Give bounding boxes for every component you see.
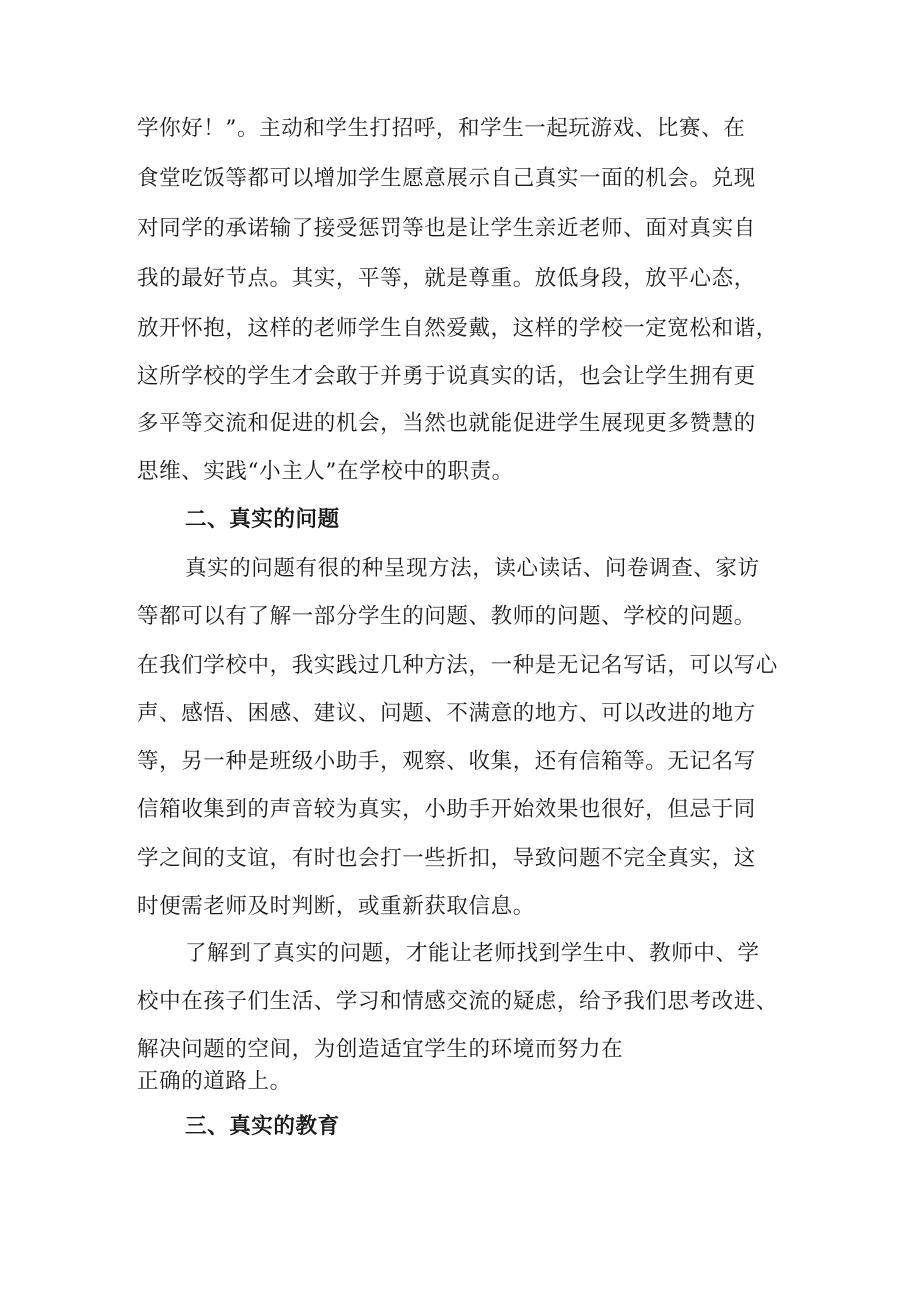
paragraph-line: 正确的道路上。 [137, 1069, 292, 1094]
paragraph-line: 食堂吃饭等都可以增加学生愿意展示自己真实一面的机会。兑现 [137, 166, 756, 191]
paragraph-line: 真实的问题有很的种呈现方法，读心读话、问卷调查、家访 [185, 556, 760, 581]
paragraph-line: 声、感悟、困感、建议、问题、不满意的地方、可以改进的地方 [137, 701, 756, 726]
paragraph-line: 学你好！”。主动和学生打招呼，和学生一起玩游戏、比赛、在 [137, 116, 746, 141]
paragraph-line: 多平等交流和促进的机会，当然也就能促进学生展现更多赞慧的 [137, 411, 756, 436]
paragraph-line: 对同学的承诺输了接受惩罚等也是让学生亲近老师、面对真实自 [137, 216, 756, 241]
section-heading: 二、真实的问题 [185, 507, 340, 532]
section-heading: 三、真实的教育 [185, 1114, 340, 1139]
paragraph-line: 放开怀抱，这样的老师学生自然爱戴，这样的学校一定宽松和谐， [137, 316, 778, 341]
paragraph-line: 我的最好节点。其实，平等，就是尊重。放低身段，放平心态， [137, 266, 756, 291]
paragraph-line: 等都可以有了解一部分学生的问题、教师的问题、学校的问题。 [137, 604, 756, 629]
paragraph-line: 等，另一种是班级小助手，观察、收集，还有信箱等。无记名写 [137, 749, 756, 774]
paragraph-line: 了解到了真实的问题，才能让老师找到学生中、教师中、学 [185, 941, 760, 966]
paragraph-line: 学之间的支谊，有时也会打一些折扣，导致问题不完全真实，这 [137, 846, 756, 871]
paragraph-line: 时便需老师及时判断，或重新获取信息。 [137, 894, 535, 919]
paragraph-line: 在我们学校中，我实践过几种方法，一种是无记名写话，可以写心 [137, 653, 778, 678]
paragraph-line: 思维、实践“小主人”在学校中的职责。 [137, 459, 514, 484]
paragraph-line: 信箱收集到的声音较为真实，小助手开始效果也很好，但忌于同 [137, 797, 756, 822]
paragraph-line: 校中在孩子们生活、学习和情感交流的疑虑，给予我们思考改进、 [137, 989, 778, 1014]
paragraph-line: 解决问题的空间，为创造适宜学生的环境而努力在 [137, 1037, 624, 1062]
paragraph-line: 这所学校的学生才会敢于并勇于说真实的话，也会让学生拥有更 [137, 364, 756, 389]
